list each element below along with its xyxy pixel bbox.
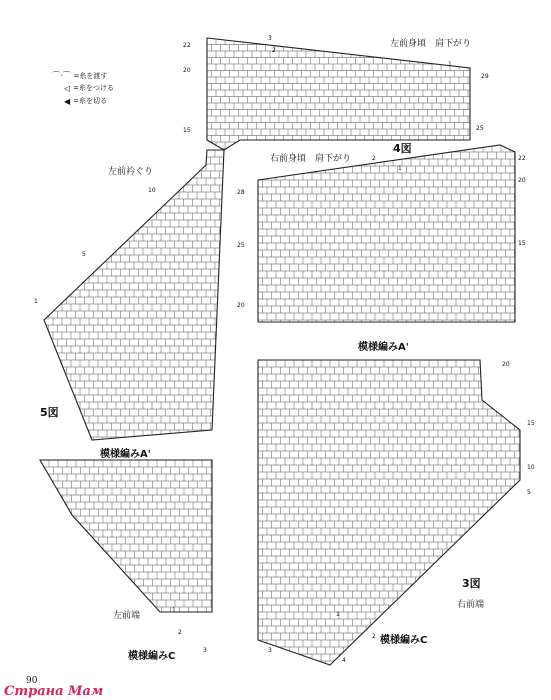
right-front-body-grid bbox=[258, 360, 520, 668]
join-yarn-icon: ◁ bbox=[64, 83, 71, 93]
row-number: 25 bbox=[237, 242, 245, 249]
right-front-edge-title: 右前端 bbox=[457, 600, 485, 610]
page-number: 90 bbox=[26, 676, 38, 686]
row-number: 5 bbox=[527, 489, 531, 496]
row-number: 20 bbox=[237, 302, 245, 309]
left-front-neck-title: 左前衿ぐり bbox=[108, 167, 154, 177]
cut-yarn-icon: ◀ bbox=[64, 96, 71, 106]
left-front-neck-grid bbox=[44, 150, 224, 444]
row-number: 1 bbox=[172, 607, 176, 614]
legend-text: =糸を渡す bbox=[73, 71, 108, 80]
row-number: 20 bbox=[518, 177, 526, 184]
pattern-a-left-title: 模様編みA' bbox=[100, 449, 151, 460]
row-number: 5 bbox=[82, 251, 86, 258]
legend-text: =糸をつける bbox=[73, 84, 115, 92]
row-number: 25 bbox=[476, 125, 484, 132]
row-number: 28 bbox=[237, 189, 245, 196]
watermark-logo: Страна Мам bbox=[4, 684, 104, 699]
row-number: 2 bbox=[372, 633, 376, 640]
arrow-row-number: 3 bbox=[268, 35, 272, 42]
right-front-shoulder-title: 右前身頃 肩下がり bbox=[270, 154, 352, 164]
figure-4-label: 4図 bbox=[393, 142, 412, 155]
figure-5-label: 5図 bbox=[40, 406, 59, 419]
arrow-row-number: 2 bbox=[272, 47, 276, 54]
row-number: 10 bbox=[148, 187, 156, 194]
row-number: 3 bbox=[268, 647, 272, 654]
legend-text: =糸を切る bbox=[73, 97, 108, 105]
left-front-shoulder-grid-outline bbox=[207, 35, 470, 150]
figure-3-label: 3図 bbox=[462, 577, 481, 590]
right-front-shoulder-grid-outline bbox=[258, 142, 515, 322]
row-number: 1 bbox=[34, 298, 38, 305]
row-number: 3 bbox=[203, 647, 207, 654]
row-number: 4 bbox=[342, 657, 346, 664]
legend-item-chain bbox=[52, 70, 107, 81]
row-number: 1 bbox=[448, 61, 452, 68]
left-front-edge-title: 左前端 bbox=[113, 611, 141, 621]
row-number: 15 bbox=[527, 420, 535, 427]
arrow-row-number: 1 bbox=[398, 165, 402, 172]
left-front-bottom-grid-outline bbox=[40, 460, 212, 612]
legend-item-cut bbox=[64, 96, 107, 106]
left-front-shoulder-grid bbox=[207, 35, 470, 155]
legend-item-join bbox=[64, 83, 114, 93]
left-front-bottom-grid bbox=[40, 460, 212, 614]
pattern-a-right-title: 模様編みA' bbox=[358, 342, 409, 353]
right-front-shoulder-grid bbox=[258, 142, 515, 327]
row-number: 15 bbox=[518, 240, 526, 247]
pattern-c-right-title: 模様編みC bbox=[380, 635, 428, 646]
row-number: 20 bbox=[502, 361, 510, 368]
row-number: 29 bbox=[481, 73, 489, 80]
chain-loop-icon: ⌒·⌒ bbox=[52, 71, 71, 80]
arrow-row-number: 2 bbox=[372, 155, 376, 162]
row-number: 2 bbox=[178, 629, 182, 636]
row-number: 22 bbox=[518, 155, 526, 162]
left-front-shoulder-title: 左前身頃 肩下がり bbox=[390, 39, 472, 49]
pattern-c-left-title: 模様編みC bbox=[128, 651, 176, 662]
row-number: 20 bbox=[183, 67, 191, 74]
row-number: 15 bbox=[183, 127, 191, 134]
row-number: 22 bbox=[183, 42, 191, 49]
row-number: 1 bbox=[336, 611, 340, 618]
row-number: 10 bbox=[527, 464, 535, 471]
